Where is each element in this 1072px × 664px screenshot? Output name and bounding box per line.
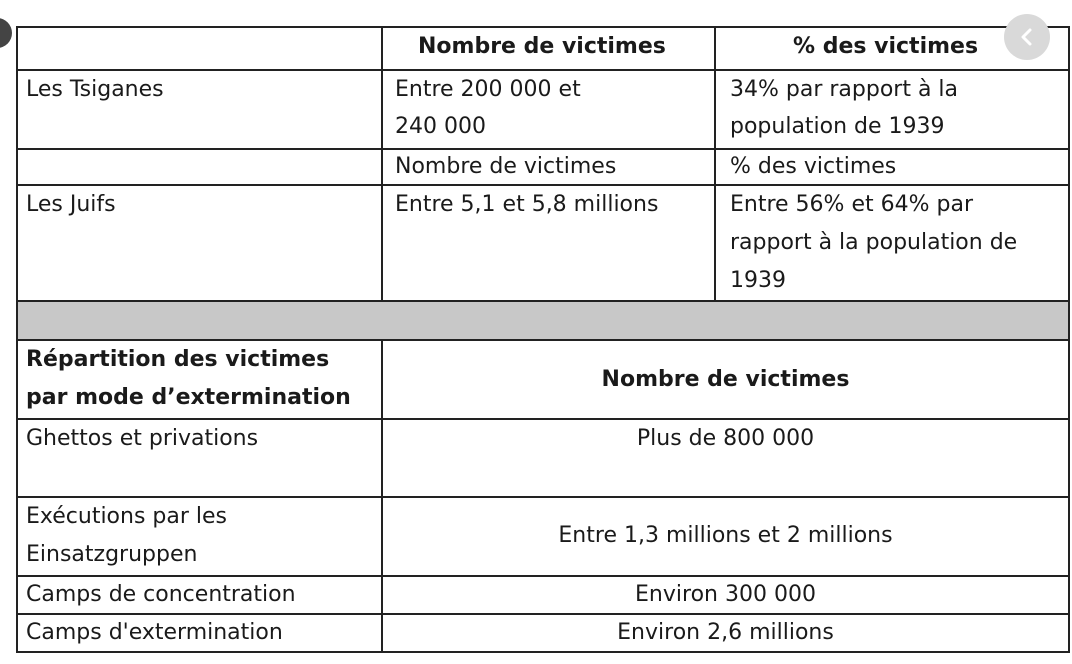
column-divider — [714, 26, 716, 302]
grey-separator-band — [18, 302, 1068, 339]
tsiganes-count: Entre 200 000 et — [395, 77, 581, 102]
previous-button[interactable] — [1004, 14, 1050, 60]
juifs-percent: rapport à la population de — [730, 230, 1018, 255]
table-rule — [16, 69, 1070, 71]
method-header: Répartition des victimes — [26, 347, 330, 372]
method-row-value: Environ 300 000 — [635, 582, 816, 607]
table-rule — [16, 575, 1070, 577]
method-row-label: Camps d'extermination — [26, 620, 283, 645]
method-row-label: Camps de concentration — [26, 582, 296, 607]
table-border-right — [1068, 26, 1070, 653]
tsiganes-percent: population de 1939 — [730, 114, 945, 139]
method-row-value: Plus de 800 000 — [636, 426, 815, 451]
method-row-value: Entre 1,3 millions et 2 millions — [558, 523, 893, 548]
table-rule — [16, 148, 1070, 150]
method-header-count: Nombre de victimes — [601, 367, 850, 392]
method-row-value: Environ 2,6 millions — [617, 620, 834, 645]
tsiganes-count: 240 000 — [395, 114, 486, 139]
table-rule — [16, 613, 1070, 615]
table-border-left — [16, 26, 18, 653]
subheader-count: Nombre de victimes — [395, 154, 617, 179]
row-label-tsiganes: Les Tsiganes — [26, 77, 164, 102]
table-border-top — [16, 26, 1070, 28]
column-divider — [381, 26, 383, 302]
method-row-label: Exécutions par les — [26, 504, 228, 529]
subheader-percent: % des victimes — [730, 154, 897, 179]
table-border-bottom — [16, 651, 1070, 653]
row-label-juifs: Les Juifs — [26, 192, 116, 217]
juifs-percent: 1939 — [730, 268, 786, 293]
edge-circle-icon — [0, 18, 12, 48]
header-count: Nombre de victimes — [418, 34, 666, 59]
table-rule — [16, 184, 1070, 186]
juifs-count: Entre 5,1 et 5,8 millions — [395, 192, 659, 217]
juifs-percent: Entre 56% et 64% par — [730, 192, 973, 217]
header-percent: % des victimes — [793, 34, 979, 59]
method-row-label: Einsatzgruppen — [26, 542, 198, 567]
method-row-label: Ghettos et privations — [26, 426, 259, 451]
chevron-left-icon — [1017, 27, 1037, 47]
table-rule — [16, 339, 1070, 341]
tsiganes-percent: 34% par rapport à la — [730, 77, 959, 102]
table-rule — [16, 418, 1070, 420]
table-rule — [16, 496, 1070, 498]
method-header: par mode d’extermination — [26, 385, 351, 410]
